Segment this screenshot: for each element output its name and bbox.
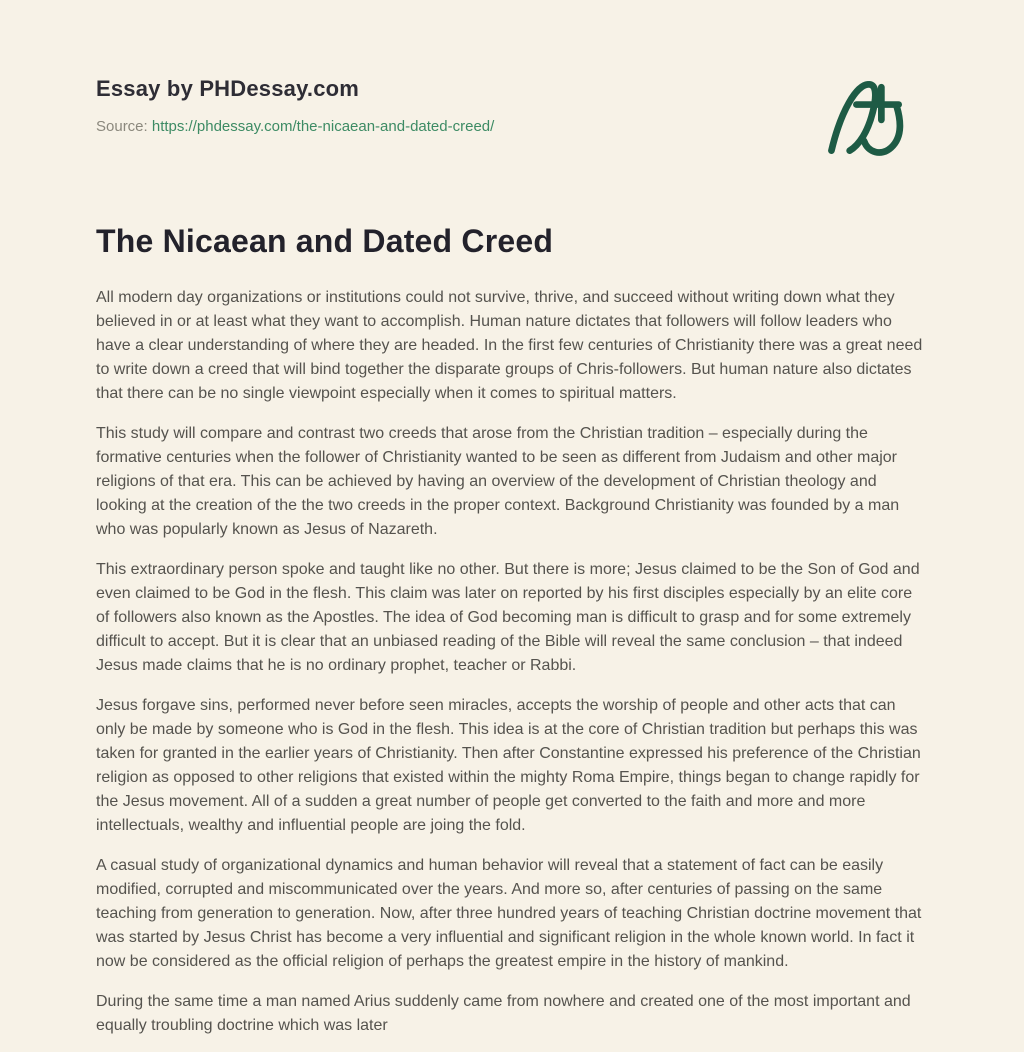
article-paragraph: During the same time a man named Arius suddenly came from nowhere and created one of the most important and equally troubling doctrine which was later [96,993,911,1034]
article-body [96,286,928,1038]
source-label: Source: [96,118,148,135]
article-title: The Nicaean and Dated Creed [96,223,554,259]
article-paragraph: A casual study of organizational dynamics and human behavior will reveal that a statement of fact can be easily modified, corrupted and miscommunicated over the years. And more so, after centuries of passing on the same teaching from generation to generation. Now, after three hundred years of teaching Christian doctrine movement that was started by Jesus Christ has become a very influential and significant religion in the whole known world. In fact it now be considered as the official religion of perhaps the greatest empire in the history of mankind. [96,857,922,970]
article-paragraph: This study will compare and contrast two creeds that arose from the Christian tradition – especially during the formative centuries when the follower of Christianity wanted to be seen as different from Judaism and other major religions of that era. This can be achieved by having an overview of the development of Christian theology and looking at the creation of the the two creeds in the proper context. Background Christianity was founded by a man who was popularly known as Jesus of Nazareth. [96,425,900,538]
header-left [96,76,494,135]
site-title: Essay by PHDessay.com [96,76,360,101]
page-header [96,76,928,135]
phdessay-monogram-icon [818,70,914,166]
source-line [96,118,494,135]
phdessay-logo [818,70,914,166]
article-paragraph: This extraordinary person spoke and taught like no other. But there is more; Jesus claimed to be the Son of God and even claimed to be God in the flesh. This claim was later on reported by his first disciples especially by an elite core of followers also known as the Apostles. The idea of God becoming man is difficult to grasp and for some extremely difficult to accept. But it is clear that an unbiased reading of the Bible will reveal the same conclusion – that indeed Jesus made claims that he is no ordinary prophet, teacher or Rabbi. [96,561,920,674]
article-paragraph: All modern day organizations or institutions could not survive, thrive, and succeed without writing down what they believed in or at least what they want to accomplish. Human nature dictates that followers will follow leaders who have a clear understanding of where they are headed. In the first few centuries of Christianity there was a great need to write down a creed that will bind together the disparate groups of Chris-followers. But human nature also dictates that there can be no single viewpoint especially when it comes to spiritual matters. [96,289,923,402]
article-paragraph: Jesus forgave sins, performed never before seen miracles, accepts the worship of people and other acts that can only be made by someone who is God in the flesh. This idea is at the core of Christian tradition but perhaps this was taken for granted in the earlier years of Christianity. Then after Constantine expressed his preference of the Christian religion as opposed to other religions that existed within the mighty Roma Empire, things began to change rapidly for the Jesus movement. All of a sudden a great number of people get converted to the faith and more and more intellectuals, wealthy and influential people are joing the fold. [96,697,921,834]
source-link[interactable]: https://phdessay.com/the-nicaean-and-dated-creed/ [151,118,495,135]
